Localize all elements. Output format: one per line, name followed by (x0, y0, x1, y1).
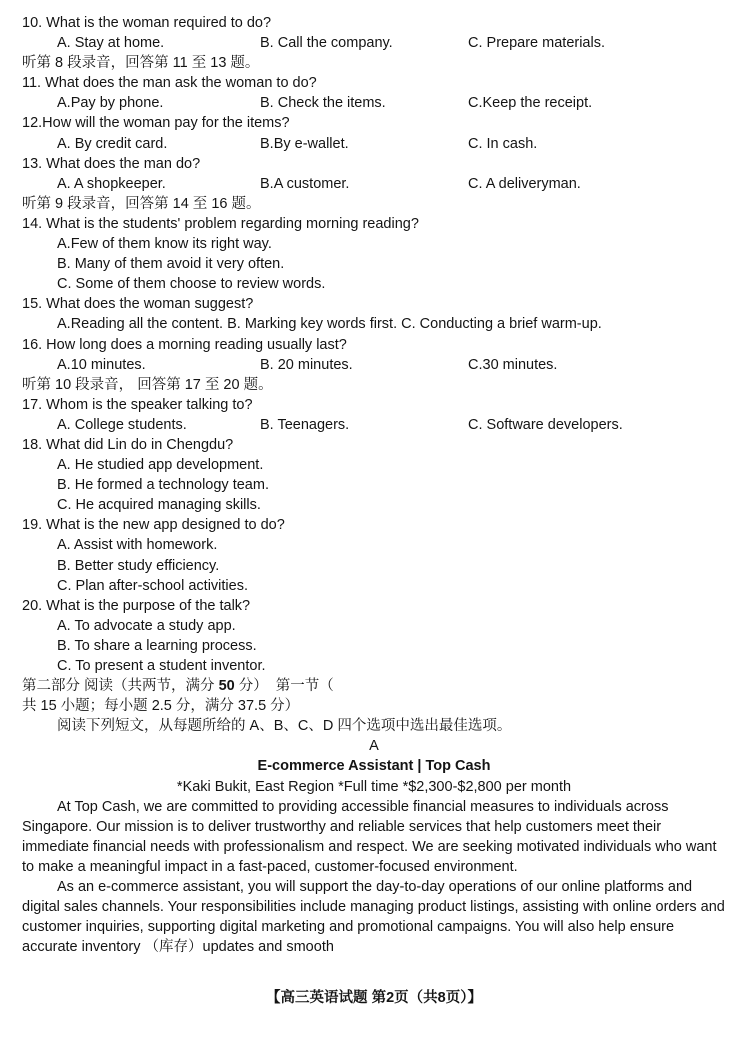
options-row (22, 134, 726, 154)
question-line: 12.How will the woman pay for the items? (22, 115, 290, 132)
option-c: C. A deliveryman. (468, 175, 581, 192)
passage-paragraph-2: As an e-commerce assistant, you will support the day-to-day operations of our online platforms and digital sales channels. Your responsibilities include managing product listings, assisting with online orders and customer inquiries, supporting digital marketing and promotional campaigns. You will also help ensure accurate inventory （库存）updates and smooth (22, 879, 725, 956)
option-line: C. He acquired managing skills. (57, 497, 261, 514)
question-line: 16. How long does a morning reading usually last? (22, 336, 347, 353)
passage-meta: *Kaki Bukit, East Region *Full time *$2,300-$2,800 per month (176, 778, 572, 795)
question-line: 10. What is the woman required to do? (22, 15, 272, 31)
question-line: 17. Whom is the speaker talking to? (22, 396, 253, 413)
option-a: A. By credit card. (57, 135, 168, 152)
option-a: A. A shopkeeper. (57, 175, 166, 192)
option-line: C. Some of them choose to review words. (57, 276, 326, 293)
option-line: B. Better study efficiency. (57, 557, 220, 574)
option-line: B. To share a learning process. (57, 637, 257, 654)
passage-label: A (369, 738, 379, 755)
option-b: B.A customer. (260, 175, 350, 192)
option-line: B. He formed a technology team. (57, 477, 269, 494)
header-text: 第二部分 阅读（共两节，满分 (22, 678, 219, 695)
options-row (22, 355, 726, 375)
question-line: 18. What did Lin do in Chengdu? (22, 436, 234, 453)
option-line: A.Few of them know its right way. (57, 236, 272, 253)
header-text: 分） 第一节（ (234, 678, 334, 695)
option-c: C.30 minutes. (468, 356, 558, 373)
option-line: B. Many of them avoid it very often. (57, 256, 285, 273)
option-c: C. In cash. (468, 135, 538, 152)
option-c: C. Prepare materials. (468, 35, 605, 52)
options-row (22, 93, 726, 113)
option-b: B. Call the company. (260, 35, 393, 52)
option-a: A. College students. (57, 416, 187, 433)
section-header (22, 676, 726, 696)
reading-instruction: 阅读下列短文，从每题所给的 A、B、C、D 四个选项中选出最佳选项。 (57, 718, 512, 735)
option-b: B. Teenagers. (260, 416, 350, 433)
option-line: A.Reading all the content. B. Marking key words first. C. Conducting a brief warm-up. (57, 316, 602, 333)
instruction-line: 听第 8 段录音，回答第 11 至 13 题。 (22, 55, 260, 72)
option-line: A. To advocate a study app. (57, 617, 236, 634)
option-line: C. To present a student inventor. (57, 658, 266, 674)
option-c: C. Software developers. (468, 416, 623, 433)
option-a: A.Pay by phone. (57, 95, 164, 112)
instruction-line: 听第 9 段录音，回答第 14 至 16 题。 (22, 195, 261, 212)
option-b: B.By e-wallet. (260, 135, 349, 152)
passage-title: E-commerce Assistant | Top Cash (257, 758, 491, 775)
question-line: 13. What does the man do? (22, 155, 201, 172)
passage-paragraph-1: At Top Cash, we are committed to providing accessible financial measures to individuals across Singapore. Our mission is to deliver trustworthy and reliable services that help customers meet their immediate financial needs with professionalism and respect. We are seeking motivated individuals who want to make a meaningful impact in a fast-paced, customer-focused environment. (22, 798, 717, 875)
options-row (22, 415, 726, 435)
question-line: 15. What does the woman suggest? (22, 296, 254, 313)
emphasis-text: 50 (218, 678, 235, 695)
instruction-line: 听第 10 段录音， 回答第 17 至 20 题。 (22, 376, 273, 393)
option-a: A. Stay at home. (57, 35, 165, 52)
option-c: C.Keep the receipt. (468, 95, 593, 112)
question-line: 20. What is the purpose of the talk? (22, 597, 251, 614)
options-row (22, 33, 726, 53)
option-b: B. 20 minutes. (260, 356, 353, 373)
options-row (22, 174, 726, 194)
option-a: A.10 minutes. (57, 356, 146, 373)
option-line: A. He studied app development. (57, 457, 264, 474)
option-line: C. Plan after-school activities. (57, 577, 248, 594)
question-line: 11. What does the man ask the woman to do? (22, 75, 317, 92)
option-b: B. Check the items. (260, 95, 386, 112)
question-line: 19. What is the new app designed to do? (22, 517, 285, 534)
instruction-line: 共 15 小题；每小题 2.5 分，满分 37.5 分） (22, 698, 300, 715)
option-line: A. Assist with homework. (57, 537, 218, 554)
page-footer: 【高三英语试题 第2页（共8页）】 (266, 990, 482, 1006)
question-line: 14. What is the students' problem regarding morning reading? (22, 215, 419, 232)
